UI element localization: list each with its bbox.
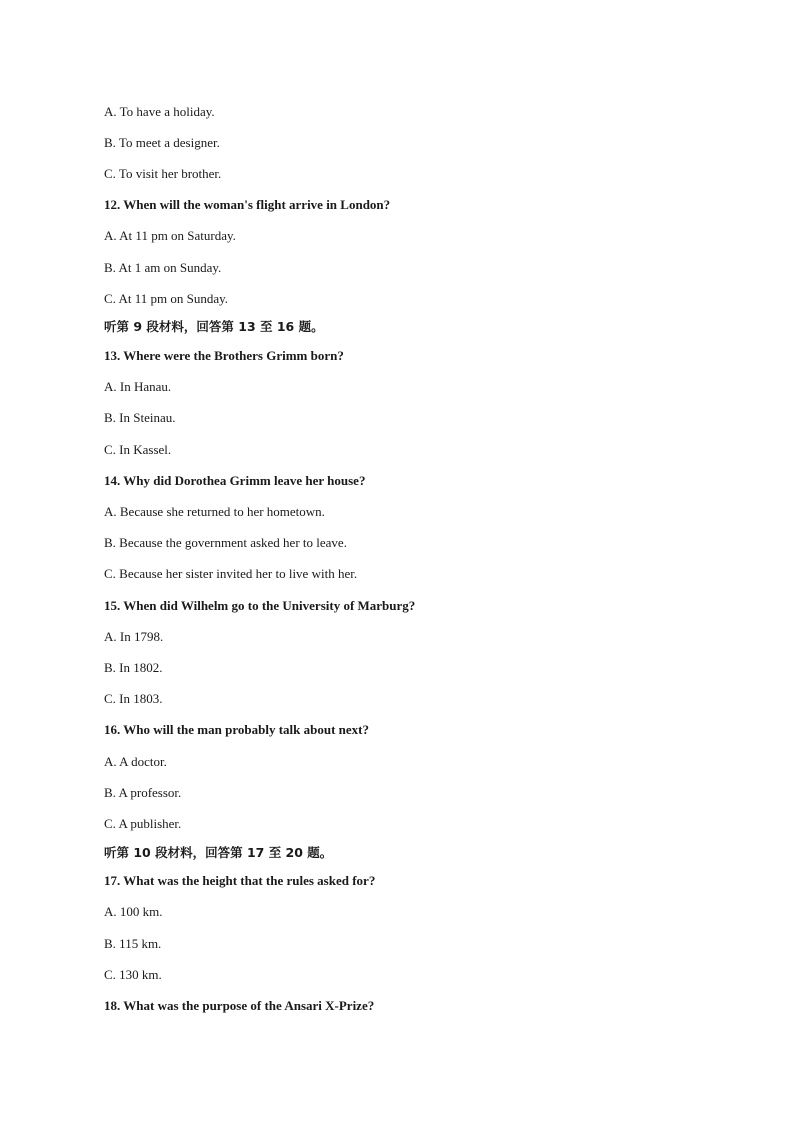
option-q11-b: B. To meet a designer.	[104, 135, 220, 150]
option-q14-a: A. Because she returned to her hometown.	[104, 504, 325, 519]
option-q13-c: C. In Kassel.	[104, 442, 172, 457]
option-q13-a: A. In Hanau.	[104, 379, 172, 394]
option-q11-c: C. To visit her brother.	[104, 166, 222, 181]
question-16: 16. Who will the man probably talk about next?	[104, 722, 369, 737]
section-heading-10: 听第 10 段材料，回答第 17 至 20 题。	[104, 845, 333, 860]
option-q16-b: B. A professor.	[104, 785, 182, 800]
option-q15-a: A. In 1798.	[104, 629, 164, 644]
question-13: 13. Where were the Brothers Grimm born?	[104, 348, 344, 363]
option-q12-c: C. At 11 pm on Sunday.	[104, 291, 228, 306]
option-q11-a: A. To have a holiday.	[104, 104, 215, 119]
option-q14-b: B. Because the government asked her to leave.	[104, 535, 347, 550]
question-15: 15. When did Wilhelm go to the University of Marburg?	[104, 598, 416, 613]
option-q17-c: C. 130 km.	[104, 967, 162, 982]
option-q17-a: A. 100 km.	[104, 904, 163, 919]
option-q16-c: C. A publisher.	[104, 816, 182, 831]
option-q16-a: A. A doctor.	[104, 754, 167, 769]
question-12: 12. When will the woman's flight arrive in London?	[104, 197, 391, 212]
option-q13-b: B. In Steinau.	[104, 410, 176, 425]
option-q12-b: B. At 1 am on Sunday.	[104, 260, 222, 275]
option-q14-c: C. Because her sister invited her to live with her.	[104, 566, 358, 581]
question-14: 14. Why did Dorothea Grimm leave her house?	[104, 473, 366, 488]
option-q15-c: C. In 1803.	[104, 691, 163, 706]
option-q17-b: B. 115 km.	[104, 936, 162, 951]
option-q12-a: A. At 11 pm on Saturday.	[104, 228, 236, 243]
option-q15-b: B. In 1802.	[104, 660, 163, 675]
question-18: 18. What was the purpose of the Ansari X-Prize?	[104, 998, 375, 1013]
question-17: 17. What was the height that the rules asked for?	[104, 873, 376, 888]
section-heading-9: 听第 9 段材料，回答第 13 至 16 题。	[104, 319, 324, 334]
